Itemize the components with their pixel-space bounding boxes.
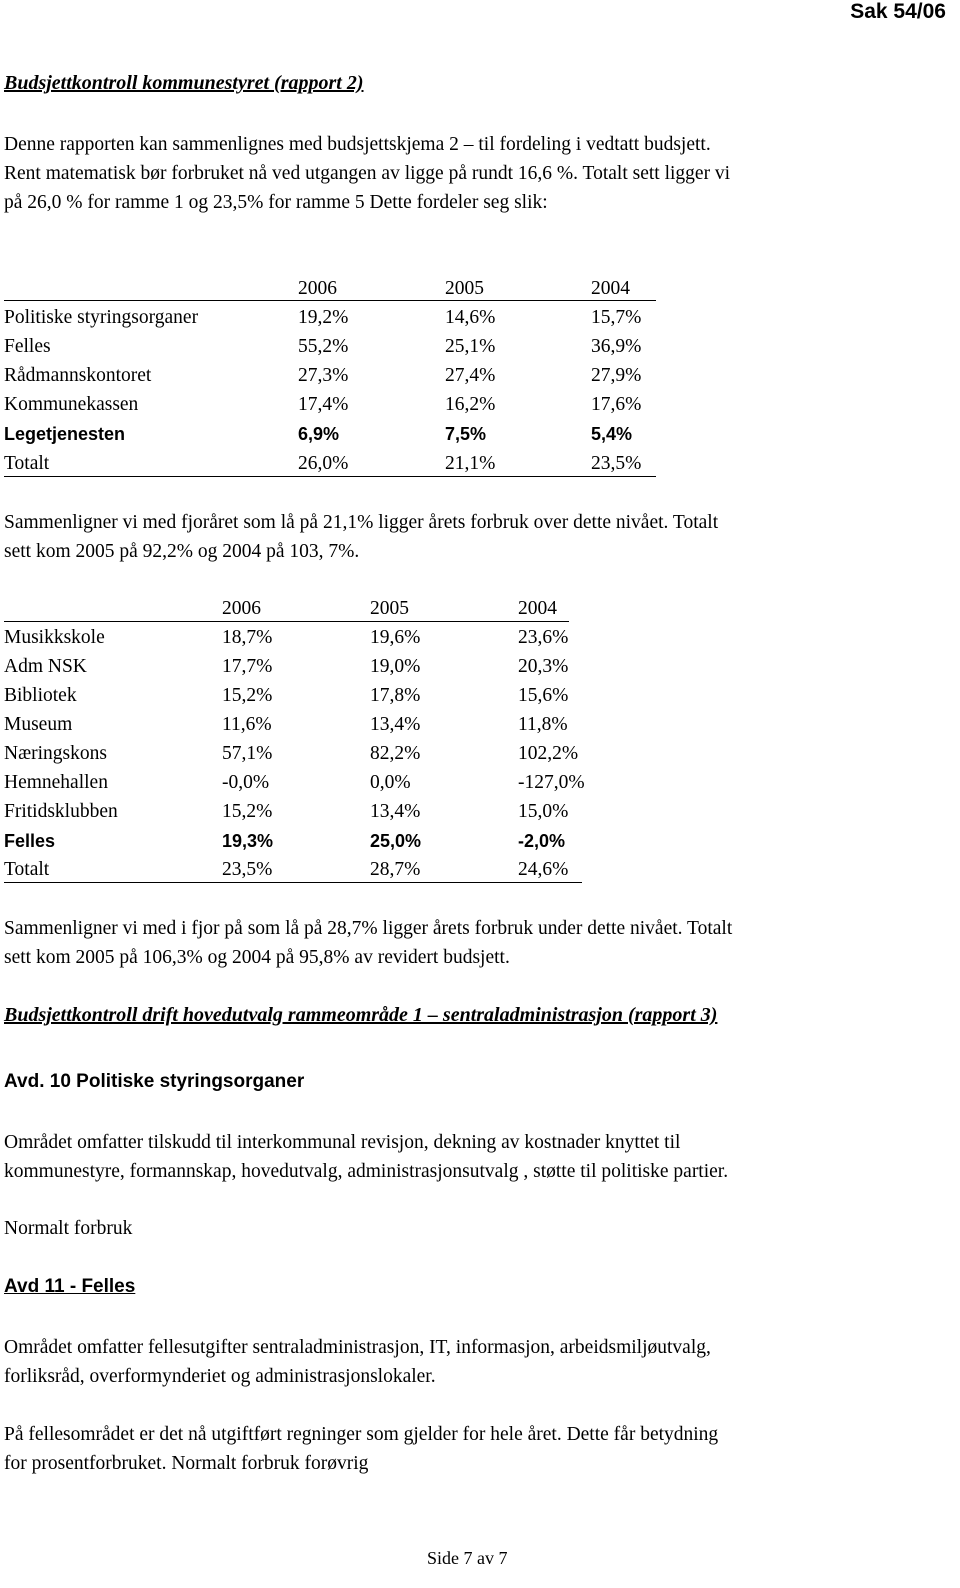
cell-value: 20,3%	[518, 656, 569, 677]
cell-value: 27,4%	[445, 365, 496, 386]
row-label: Fritidsklubben	[4, 801, 118, 822]
cell-value: 16,2%	[445, 394, 496, 415]
cell-value: 57,1%	[222, 743, 273, 764]
row-label: Næringskons	[4, 743, 107, 764]
cell-value: 26,0%	[298, 453, 349, 474]
cell-value: 11,8%	[518, 714, 568, 735]
cell-value: 15,6%	[518, 685, 569, 706]
avd-11-note	[4, 1420, 954, 1478]
comparison-line: Sammenligner vi med fjoråret som lå på 21,1% ligger årets forbruk over dette nivået. Totalt	[4, 512, 719, 533]
cell-value: 6,9%	[298, 424, 340, 444]
row-label: Museum	[4, 714, 73, 735]
row-label: Totalt	[4, 859, 50, 880]
cell-value: 25,1%	[445, 336, 496, 357]
row-label: Totalt	[4, 453, 50, 474]
table-rule	[4, 300, 656, 301]
cell-value: 19,6%	[370, 627, 421, 648]
cell-value: 21,1%	[445, 453, 496, 474]
cell-value: 23,5%	[591, 453, 642, 474]
column-header-year: 2005	[370, 598, 409, 619]
cell-value: 17,7%	[222, 656, 273, 677]
cell-value: 19,0%	[370, 656, 421, 677]
table-rule	[4, 621, 569, 622]
column-header-year: 2004	[518, 598, 557, 619]
row-label: Felles	[4, 831, 56, 851]
cell-value: 24,6%	[518, 859, 569, 880]
section-heading-report-3: Budsjettkontroll drift hovedutvalg rammeområde 1 – sentraladministrasjon (rapport 3)	[4, 1004, 718, 1026]
row-label: Felles	[4, 336, 51, 357]
cell-value: 5,4%	[591, 424, 633, 444]
cell-value: 19,2%	[298, 307, 349, 328]
row-label: Politiske styringsorganer	[4, 307, 199, 328]
subsection-heading-avd-11: Avd 11 - Felles	[4, 1276, 136, 1297]
section-heading-report-2: Budsjettkontroll kommunestyret (rapport 2)	[4, 72, 364, 94]
row-label: Legetjenesten	[4, 424, 126, 444]
cell-value: 27,3%	[298, 365, 349, 386]
cell-value: -0,0%	[222, 772, 270, 793]
cell-value: 36,9%	[591, 336, 642, 357]
avd-10-description	[4, 1128, 954, 1186]
row-label: Rådmannskontoret	[4, 365, 152, 386]
description-line: forliksråd, overformynderiet og administrasjonslokaler.	[4, 1366, 436, 1387]
description-line: Området omfatter tilskudd til interkommunal revisjon, dekning av kostnader knyttet til	[4, 1132, 681, 1153]
cell-value: 19,3%	[222, 831, 274, 851]
cell-value: 23,6%	[518, 627, 569, 648]
avd-10-note: Normalt forbruk	[4, 1218, 133, 1239]
comparison-line: Sammenligner vi med i fjor på som lå på 28,7% ligger årets forbruk under dette nivået. Totalt	[4, 918, 733, 939]
description-line: Området omfatter fellesutgifter sentraladministrasjon, IT, informasjon, arbeidsmiljøutvalg,	[4, 1337, 711, 1358]
row-label: Adm NSK	[4, 656, 87, 677]
cell-value: 13,4%	[370, 801, 421, 822]
row-label: Bibliotek	[4, 685, 77, 706]
intro-line: på 26,0 % for ramme 1 og 23,5% for ramme 5 Dette fordeler seg slik:	[4, 192, 548, 213]
column-header-year: 2005	[445, 278, 484, 299]
cell-value: 25,0%	[370, 831, 422, 851]
table-rule	[4, 882, 582, 883]
cell-value: 82,2%	[370, 743, 421, 764]
description-line: kommunestyre, formannskap, hovedutvalg, administrasjonsutvalg , støtte til politiske partier.	[4, 1161, 729, 1182]
intro-line: Rent matematisk bør forbruket nå ved utgangen av ligge på rundt 16,6 %. Totalt sett ligger vi	[4, 163, 731, 184]
cell-value: 11,6%	[222, 714, 272, 735]
cell-value: 15,7%	[591, 307, 642, 328]
intro-line: Denne rapporten kan sammenlignes med budsjettskjema 2 – til fordeling i vedtatt budsjett.	[4, 134, 711, 155]
cell-value: 15,2%	[222, 685, 273, 706]
cell-value: 7,5%	[445, 424, 487, 444]
cell-value: 27,9%	[591, 365, 642, 386]
note-line: for prosentforbruket. Normalt forbruk forøvrig	[4, 1453, 369, 1474]
cell-value: 0,0%	[370, 772, 411, 793]
cell-value: 17,6%	[591, 394, 642, 415]
case-reference: Sak 54/06	[850, 0, 946, 23]
column-header-year: 2004	[591, 278, 630, 299]
cell-value: 15,2%	[222, 801, 273, 822]
cell-value: 17,8%	[370, 685, 421, 706]
avd-11-description	[4, 1333, 954, 1391]
column-header-year: 2006	[298, 278, 337, 299]
column-header-year: 2006	[222, 598, 261, 619]
row-label: Kommunekassen	[4, 394, 139, 415]
comparison-line: sett kom 2005 på 106,3% og 2004 på 95,8% av revidert budsjett.	[4, 947, 510, 968]
cell-value: 13,4%	[370, 714, 421, 735]
row-label: Musikkskole	[4, 627, 105, 648]
comparison-paragraph	[4, 914, 954, 972]
row-label: Hemnehallen	[4, 772, 108, 793]
cell-value: 55,2%	[298, 336, 349, 357]
cell-value: 23,5%	[222, 859, 273, 880]
comparison-line: sett kom 2005 på 92,2% og 2004 på 103, 7%.	[4, 541, 360, 562]
subsection-heading-avd-10: Avd. 10 Politiske styringsorganer	[4, 1071, 305, 1092]
cell-value: -127,0%	[518, 772, 585, 793]
cell-value: 102,2%	[518, 743, 579, 764]
note-line: På fellesområdet er det nå utgiftført regninger som gjelder for hele året. Dette får betydning	[4, 1424, 719, 1445]
page-number: Side 7 av 7	[427, 1548, 508, 1568]
comparison-paragraph	[4, 508, 954, 566]
cell-value: 17,4%	[298, 394, 349, 415]
cell-value: 15,0%	[518, 801, 569, 822]
cell-value: 14,6%	[445, 307, 496, 328]
intro-paragraph	[4, 130, 954, 217]
table-rule	[4, 476, 656, 477]
cell-value: 28,7%	[370, 859, 421, 880]
cell-value: 18,7%	[222, 627, 273, 648]
cell-value: -2,0%	[518, 831, 566, 851]
